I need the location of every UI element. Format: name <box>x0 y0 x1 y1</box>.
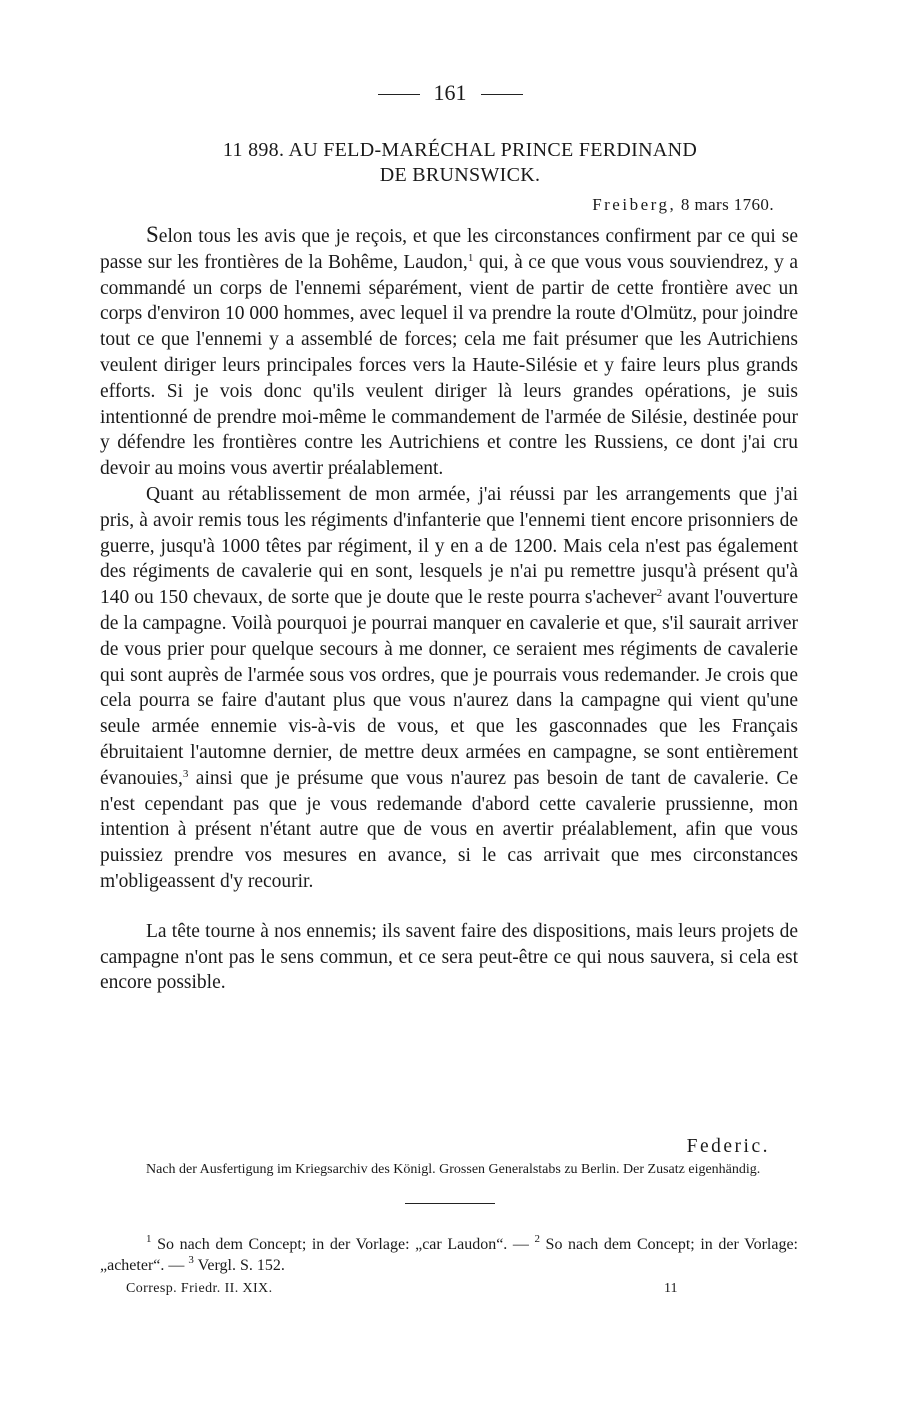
paragraph-1-text-a: elon tous les avis que je reçois, et que les circonstances confirment par ce qui se passe sur les frontières de la Bohême, Laudon, <box>100 226 798 273</box>
right-dash <box>481 94 523 95</box>
footnote-rule <box>405 1203 495 1204</box>
paragraph-2-text-c: ainsi que je présume que vous n'aurez pas besoin de tant de cavalerie. Ce n'est cependant pas que je vous redemande d'abord cette cavalerie prussienne, mon intention à présent n'étant autre que de vous en avertir préalablement, afin que vous puissiez prendre vos mesures en avance, si le cas arrivait que mes circonstances m'obligeassent d'y recourir. <box>100 767 798 892</box>
left-dash <box>378 94 420 95</box>
heading-line-2: DE BRUNSWICK. <box>379 164 541 186</box>
footnotes <box>100 1234 798 1276</box>
footnote-2-marker: 2 <box>534 1233 540 1245</box>
paragraph-2-text-a: Quant au rétablissement de mon armée, j'ai réussi par les arrangements que j'ai pris, à avoir remis tous les régiments d'infanterie que l'ennemi tient encore prisonniers de guerre, jusqu'à 1000 têtes par régiment, il y en a de 1200. Mais cela n'est pas également des régiments de cavalerie qui en sont, lesquels je n'ai pu remettre jusqu'à présent qu'à 140 ou 150 chevaux, de sorte que je doute que le reste pourra s'achever <box>100 483 798 609</box>
heading-line-1: 11 898. AU FELD-MARÉCHAL PRINCE FERDINAND <box>222 139 698 161</box>
letter-heading <box>140 138 780 188</box>
page-number-text: 161 <box>433 80 467 105</box>
letter-body <box>100 222 798 996</box>
footnote-3-marker: 3 <box>188 1254 194 1266</box>
paragraph-1-text-b: qui, à ce que vous vous souviendrez, y a commandé un corps de l'ennemi séparément, vient de partir de cette frontière avec un corps d'environ 10 000 hommes, avec lequel il va prendre la route d'Olmütz, pour joindre tout ce que l'ennemi y a assemblé de forces; cela me fait présumer que les Autrichiens veulent diriger leurs principales forces vers la Haute-Silésie et y faire leurs plus grands efforts. Si je vois donc qu'ils veulent diriger là leurs grandes opérations, je suis intentionné de prendre moi-même le commandement de l'armée de Silésie, destinée pour y défendre les frontières contre les Autrichiens et contre les Russiens, ce dont j'ai cru devoir au moins vous avertir préalablement. <box>100 251 798 480</box>
footnote-2-text: So nach dem Concept; in der Vorlage: „acheter“. — <box>100 1236 798 1274</box>
volume-signature: Corresp. Friedr. II. XIX. <box>126 1281 273 1296</box>
page-number <box>0 80 900 106</box>
paragraph-3: La tête tourne à nos ennemis; ils savent faire des dispositions, mais leurs projets de campagne n'ont pas le sens commun, et ce sera peut-être ce qui nous sauvera, si cela est encore possible. <box>100 920 798 994</box>
signature: Federic. <box>686 1136 770 1157</box>
paragraph-2 <box>100 482 798 895</box>
footnote-marker-1: 1 <box>467 251 474 264</box>
sheet-signature: 11 <box>664 1281 678 1296</box>
footnote-marker-3: 3 <box>182 767 189 780</box>
footnote-marker-2: 2 <box>656 587 663 600</box>
initial-letter: S <box>146 222 159 247</box>
footnote-3-text: Vergl. S. 152. <box>193 1257 285 1274</box>
footnote-1-text: So nach dem Concept; in der Vorlage: „car Laudon“. — <box>151 1236 535 1253</box>
footnote-1-marker: 1 <box>146 1233 152 1245</box>
paragraph-1 <box>100 222 798 482</box>
paragraph-2-text-b: avant l'ouverture de la campagne. Voilà pourquoi je pourrai manquer en cavalerie et que, s'il saurait arriver de vous prier pour quelque secours à me donner, ce seraient mes régiments de cavalerie qui sont auprès de l'armée sous vos ordres, que je pourrais vous redemander. Je crois que cela pourra se faire d'autant plus que vous n'aurez dans la campagne qui vient qu'une seule armée ennemie vis-à-vis de vous, et que les gasconnades que les Français ébruitaient l'automne dernier, de mettre deux armées en campagne, se sont entièrement évanouies, <box>100 587 798 789</box>
place-date <box>592 195 774 215</box>
place: Freiberg, <box>592 195 677 214</box>
source-note: Nach der Ausfertigung im Kriegsarchiv des Königl. Grossen Generalstabs zu Berlin. Der Zusatz eigenhändig. <box>146 1162 761 1177</box>
date: 8 mars 1760. <box>680 195 774 214</box>
